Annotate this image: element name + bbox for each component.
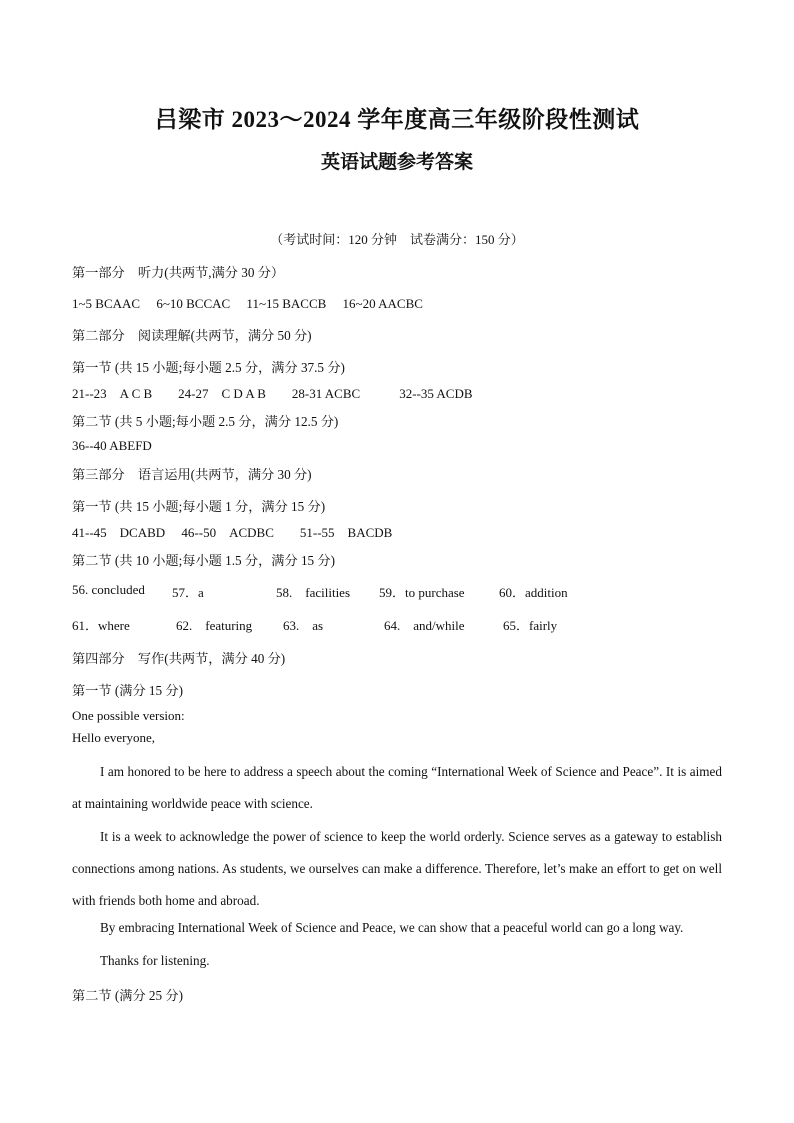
- part1-answers: 1~5 BCAAC 6~10 BCCAC 11~15 BACCB 16~20 AACBC: [72, 296, 423, 311]
- part4-section1-heading: 第一节 (满分 15 分): [72, 683, 183, 698]
- part2-section2-answers: 36--40 ABEFD: [72, 438, 152, 453]
- part4-heading: 第四部分 写作(共两节，满分 40 分): [72, 651, 286, 666]
- page-subtitle: 英语试题参考答案: [320, 152, 473, 173]
- fill-answer: 56. concluded: [72, 582, 145, 597]
- fill-answer: 59．to purchase: [379, 585, 465, 600]
- part2-section2-heading: 第二节 (共 5 小题;每小题 2.5 分，满分 12.5 分): [72, 414, 339, 429]
- part2-section1-heading: 第一节 (共 15 小题;每小题 2.5 分，满分 37.5 分): [72, 360, 345, 375]
- part2-section1-answers: 21--23 A C B 24-27 C D A B 28-31 ACBC 32--35 ACDB: [72, 386, 473, 401]
- essay-paragraph: It is a week to acknowledge the power of science to keep the world orderly. Science serves as a gateway to establish connections among nations. As students, we ourselves can make a difference. Therefore, let’s make an effort to get on well with friends both home and abroad.: [72, 829, 722, 908]
- fill-answer: 63. as: [283, 618, 324, 633]
- part3-heading: 第三部分 语言运用(共两节，满分 30 分): [72, 467, 312, 482]
- essay-greeting: Hello everyone,: [72, 730, 156, 745]
- essay-paragraph: Thanks for listening.: [100, 953, 210, 968]
- part3-section1-heading: 第一节 (共 15 小题;每小题 1 分，满分 15 分): [72, 499, 326, 514]
- possible-version-label: One possible version:: [72, 708, 185, 723]
- part2-heading: 第二部分 阅读理解(共两节，满分 50 分): [72, 328, 312, 343]
- part3-section1-answers: 41--45 DCABD 46--50 ACDBC 51--55 BACDB: [72, 525, 393, 540]
- fill-answer: 65．fairly: [503, 618, 558, 633]
- part3-section2-heading: 第二节 (共 10 小题;每小题 1.5 分，满分 15 分): [72, 553, 336, 568]
- fill-answer: 58. facilities: [276, 585, 351, 600]
- exam-info: （考试时间：120 分钟 试卷满分：150 分）: [270, 232, 524, 247]
- page-title: 吕梁市 2023～2024 学年度高三年级阶段性测试: [154, 107, 640, 132]
- fill-answer: 61．where: [72, 618, 130, 633]
- fill-blank-row: [72, 615, 722, 633]
- fill-blank-row: [72, 582, 722, 600]
- fill-answer: 57．a: [172, 585, 204, 600]
- essay-paragraph: By embracing International Week of Science and Peace, we can show that a peaceful world can go a long way.: [100, 920, 684, 935]
- part4-section2-heading: 第二节 (满分 25 分): [72, 988, 183, 1003]
- fill-answer: 62. featuring: [176, 618, 253, 633]
- part1-heading: 第一部分 听力(共两节,满分 30 分）: [72, 265, 285, 280]
- essay-paragraph: I am honored to be here to address a speech about the coming “International Week of Science and Peace”. It is aimed at maintaining worldwide peace with science.: [72, 764, 722, 811]
- fill-answer: 60．addition: [499, 585, 568, 600]
- fill-answer: 64. and/while: [384, 618, 465, 633]
